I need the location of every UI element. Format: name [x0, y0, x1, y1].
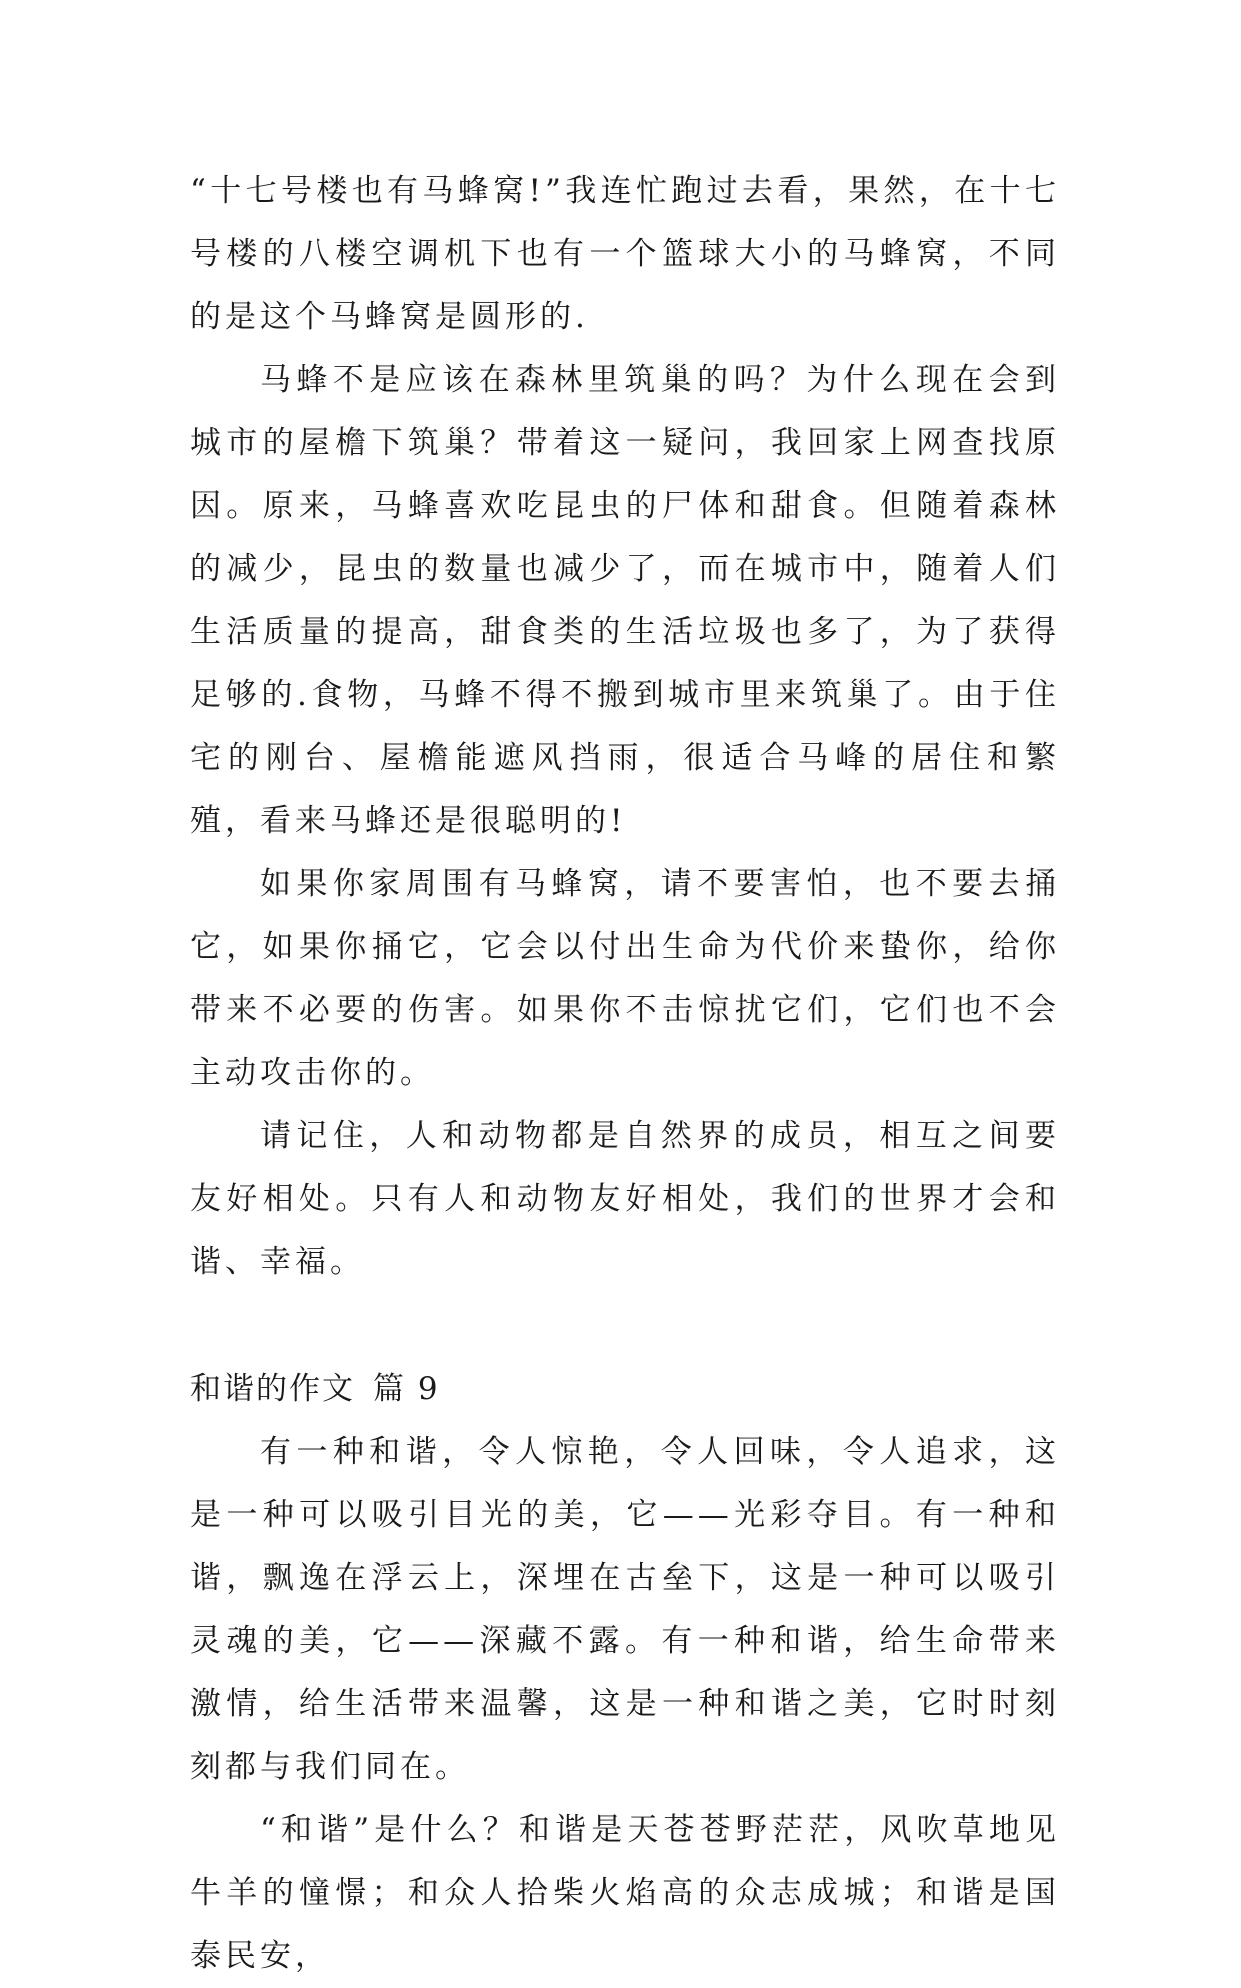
paragraph-harmony-definition: “和谐”是什么？和谐是天苍苍野茫茫，风吹草地见牛羊的憧憬；和众人拾柴火焰高的众志成城；和谐是国泰民安，: [190, 1812, 1060, 1974]
section-title: 和谐的作文: [190, 1371, 355, 1407]
paragraph-hornet-conclusion: 请记住，人和动物都是自然界的成员，相互之间要友好相处。只有人和动物友好相处，我们的世界才会和谐、幸福。: [190, 1118, 1060, 1280]
section-number: 篇 9: [373, 1371, 440, 1407]
document-page: [190, 160, 1060, 1988]
paragraph-hornet-reason: 马蜂不是应该在森林里筑巢的吗？为什么现在会到城市的屋檐下筑巢？带着这一疑问，我回家上网查找原因。原来，马蜂喜欢吃昆虫的尸体和甜食。但随着森林的减少，昆虫的数量也减少了，而在城市中，随着人们生活质量的提高，甜食类的生活垃圾也多了，为了获得足够的.食物，马蜂不得不搬到城市里来筑巢了。由于住宅的刚台、屋檐能遮风挡雨，很适合马峰的居住和繁殖，看来马蜂还是很聪明的!: [190, 362, 1060, 839]
paragraph-hornet-advice: 如果你家周围有马蜂窝，请不要害怕，也不要去捅它，如果你捅它，它会以付出生命为代价来蛰你，给你带来不必要的伤害。如果你不击惊扰它们，它们也不会主动攻击你的。: [190, 866, 1060, 1091]
paragraph-harmony-intro: 有一种和谐，令人惊艳，令人回味，令人追求，这是一种可以吸引目光的美，它——光彩夺目。有一种和谐，飘逸在浮云上，深埋在古垒下，这是一种可以吸引灵魂的美，它——深藏不露。有一种和谐，给生命带来激情，给生活带来温馨，这是一种和谐之美，它时时刻刻都与我们同在。: [190, 1434, 1060, 1785]
paragraph-hornet-nest-building-17: “十七号楼也有马蜂窝!”我连忙跑过去看，果然，在十七号楼的八楼空调机下也有一个篮球大小的马蜂窝，不同的是这个马蜂窝是圆形的.: [190, 173, 1060, 335]
section-gap: [190, 1294, 1060, 1358]
section-heading: [190, 1358, 1060, 1421]
